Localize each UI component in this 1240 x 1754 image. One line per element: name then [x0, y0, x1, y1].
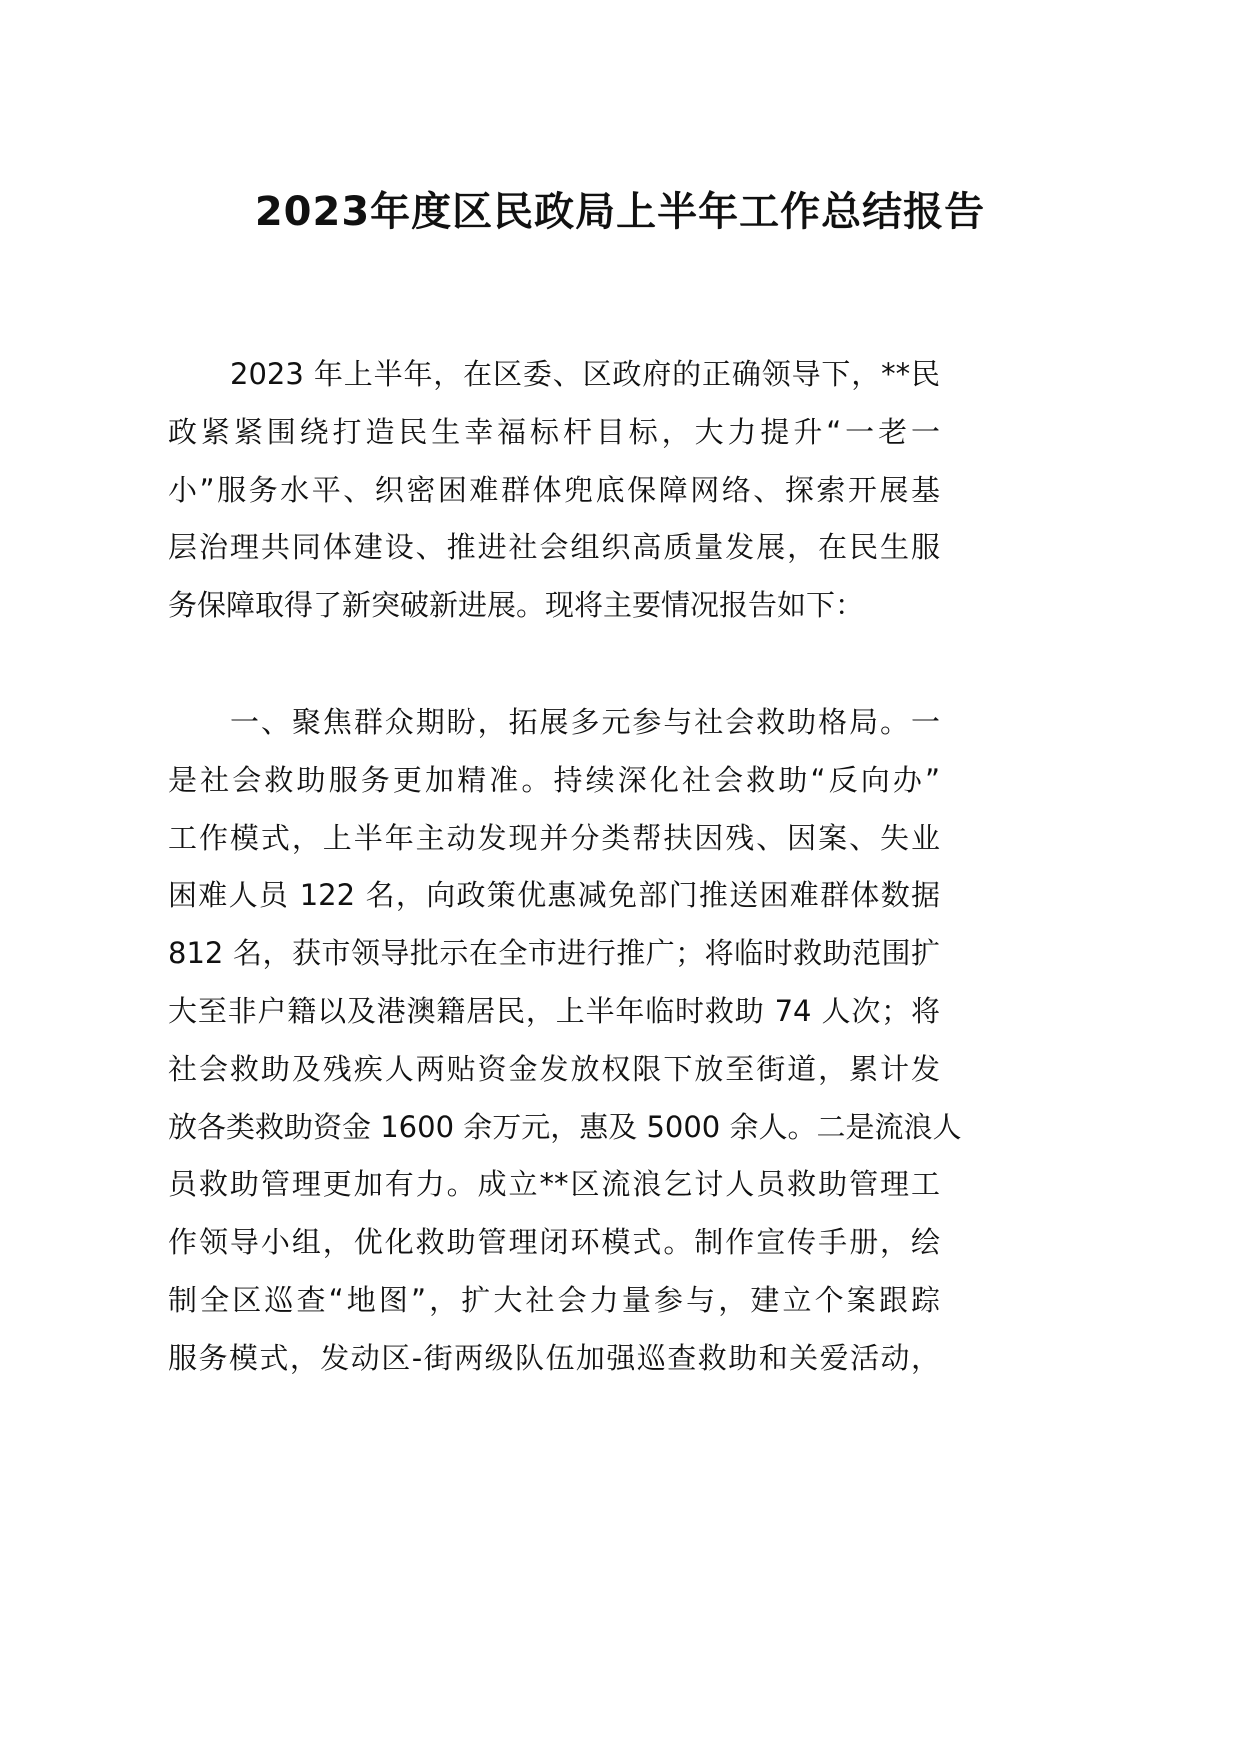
text-line: 服务模式，发动区-街两级队伍加强巡查救助和关爱活动，	[168, 1340, 940, 1375]
text-line: 层治理共同体建设、推进社会组织高质量发展，在民生服	[168, 530, 940, 565]
text-line: 工作模式，上半年主动发现并分类帮扶因残、因案、失业	[168, 820, 940, 855]
text-line: 放各类救助资金 1600 余万元，惠及 5000 余人。二是流浪人	[168, 1109, 962, 1144]
text-line: 小”服务水平、织密困难群体兜底保障网络、探索开展基	[168, 472, 940, 507]
paragraph-section-one	[168, 694, 962, 1388]
text-line: 困难人员 122 名，向政策优惠减免部门推送困难群体数据	[168, 878, 940, 913]
text-line: 政紧紧围绕打造民生幸福标杆目标，大力提升“一老一	[168, 414, 940, 449]
text-line: 是社会救助服务更加精准。持续深化社会救助“反向办”	[168, 762, 940, 797]
text-line: 制全区巡查“地图”，扩大社会力量参与，建立个案跟踪	[168, 1282, 940, 1317]
text-line: 务保障取得了新突破新进展。现将主要情况报告如下：	[168, 588, 865, 623]
text-line: 大至非户籍以及港澳籍居民，上半年临时救助 74 人次；将	[168, 993, 940, 1028]
text-line: 812 名，获市领导批示在全市进行推广；将临时救助范围扩	[168, 936, 940, 971]
paragraph-intro	[168, 346, 940, 635]
document-title: 2023年度区民政局上半年工作总结报告	[254, 189, 986, 235]
text-line: 社会救助及残疾人两贴资金发放权限下放至街道，累计发	[168, 1051, 940, 1086]
text-line: 2023 年上半年，在区委、区政府的正确领导下，**民	[230, 357, 940, 391]
text-line: 作领导小组，优化救助管理闭环模式。制作宣传手册，绘	[168, 1225, 940, 1260]
text-line: 员救助管理更加有力。成立**区流浪乞讨人员救助管理工	[168, 1167, 940, 1202]
text-line: 一、聚焦群众期盼，拓展多元参与社会救助格局。一	[230, 705, 940, 739]
